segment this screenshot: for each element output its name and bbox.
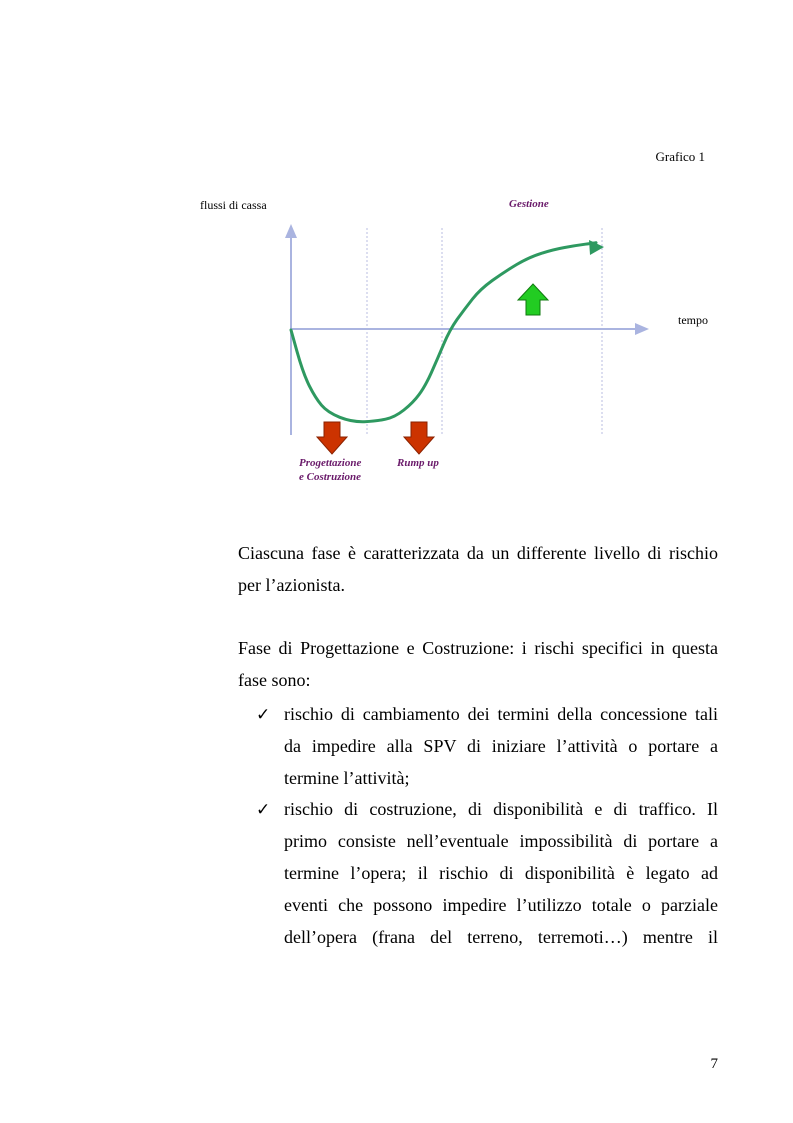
paragraph-1-line-1: Ciascuna fase è caratterizzata da un differente livello di rischio (238, 543, 718, 563)
phase-label-progettazione: Progettazione (299, 457, 362, 469)
paragraph-2-line-2: fase sono: (238, 670, 311, 690)
bullet-item-1 (256, 698, 718, 794)
paragraph-2 (238, 632, 718, 696)
progettazione-down-arrow (317, 422, 347, 454)
paragraph-1-line-2: per l’azionista. (238, 575, 345, 595)
bullet-2-line-5: dell’opera (frana del terreno, terremoti…) mentre il (284, 927, 718, 947)
figure-caption: Grafico 1 (655, 149, 705, 164)
y-axis-label: flussi di cassa (200, 198, 267, 212)
bullet-2-line-2: primo consiste nell’eventuale impossibilità di portare a (284, 831, 718, 851)
bullet-1-line-2: da impedire alla SPV di iniziare l’attività o portare a (284, 736, 718, 756)
bullet-1-line-3: termine l’attività; (284, 768, 410, 788)
phase-label-gestione: Gestione (509, 198, 549, 210)
phase-label-rump-up: Rump up (397, 457, 439, 469)
bullet-2-line-1: rischio di costruzione, di disponibilità e di traffico. Il (284, 799, 718, 819)
paragraph-2-line-1: Fase di Progettazione e Costruzione: i rischi specifici in questa (238, 638, 718, 658)
y-axis-arrowhead (285, 224, 297, 238)
page-number: 7 (710, 1056, 718, 1072)
x-axis-label: tempo (678, 313, 708, 327)
x-axis-arrowhead (635, 323, 649, 335)
bullet-2-line-4: eventi che possono impedire l’utilizzo totale o parziale (284, 895, 718, 915)
bullet-2-line-3: termine l’opera; il rischio di disponibilità è legato ad (284, 863, 718, 883)
cash-flow-chart (0, 0, 793, 500)
paragraph-1 (238, 537, 718, 601)
rump-up-down-arrow (404, 422, 434, 454)
phase-label-costruzione: e Costruzione (299, 471, 362, 483)
checkmark-icon: ✓ (256, 800, 271, 820)
cash-flow-curve (291, 243, 596, 422)
checkmark-icon: ✓ (256, 705, 271, 725)
gestione-up-arrow (518, 284, 548, 315)
bullet-1-line-1: rischio di cambiamento dei termini della concessione tali (284, 704, 718, 724)
bullet-item-2 (256, 793, 718, 953)
